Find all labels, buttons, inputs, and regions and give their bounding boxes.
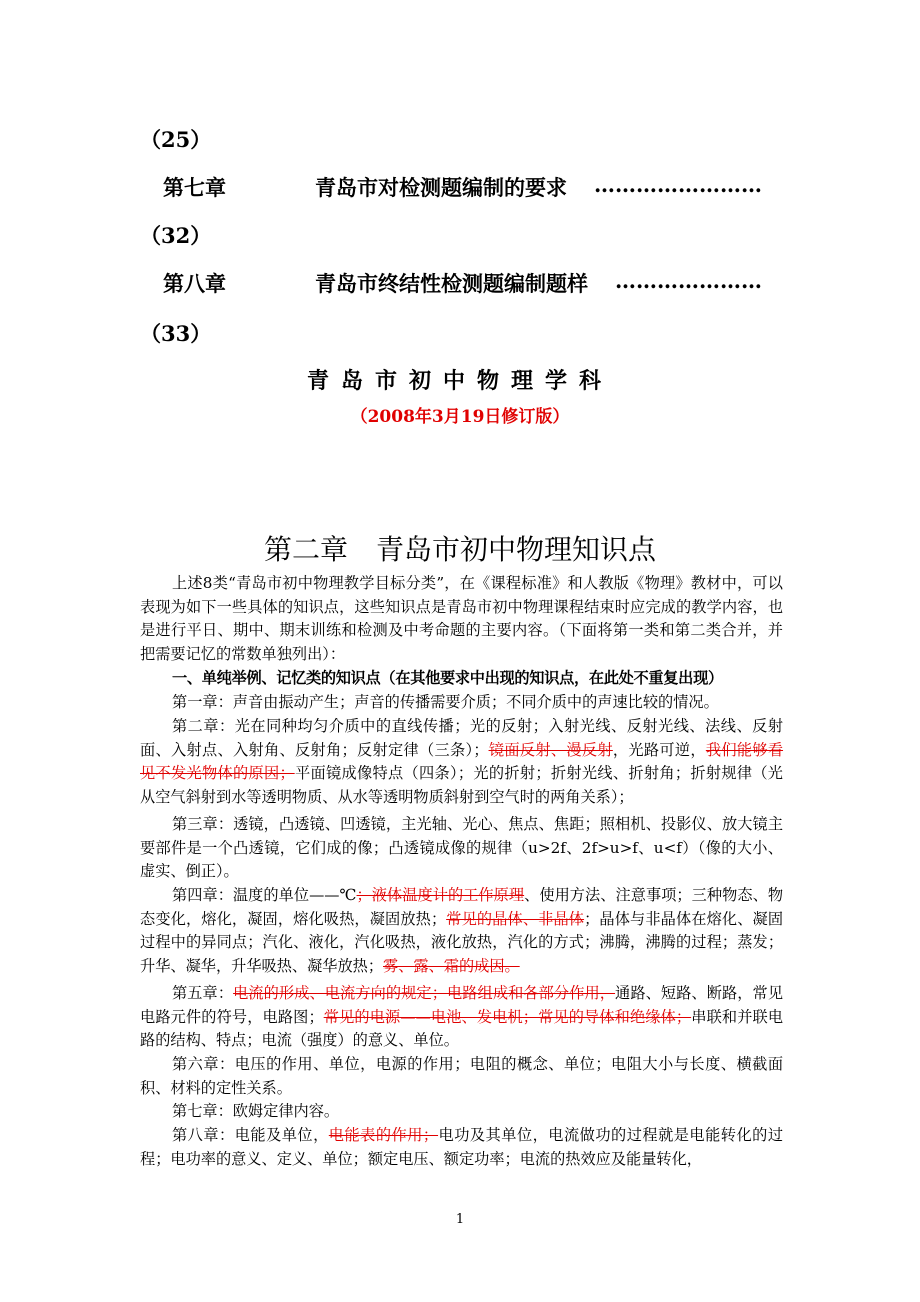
chapter-6-paragraph: 第六章：电压的作用、单位，电源的作用；电阻的概念、单位；电阻大小与长度、横截面积、材料的定性关系。 (140, 1055, 783, 1097)
page-number: 1 (455, 1212, 465, 1227)
intro-paragraph: 上述8类“青岛市初中物理教学目标分类”，在《课程标准》和人教版《物理》教材中，可以表现为如下一些具体的知识点，这些知识点是青岛市初中物理课程结束时应完成的教学内容，也是进行平日、期中、期末训练和检测及中考命题的主要内容。（下面将第一类和第二类合并，并把需要记忆的常数单独列出）： (140, 574, 783, 663)
toc-leader-dots: …………………… (594, 172, 762, 197)
subject-title: 青岛市初中物理学科 (306, 368, 613, 394)
chapter-3-paragraph: 第三章：透镜，凸透镜、凹透镜，主光轴、光心、焦点、焦距；照相机、投影仪、放大镜主要部件是一个凸透镜，它们成的像；凸透镜成像的规律（u>2f、2f>u>f、u<f）（像的大小、虚实、倒正）。 (140, 815, 783, 881)
deleted-text: 电流的形成、电流方向的规定；电路组成和各部分作用， (233, 984, 616, 1002)
deleted-text: 常见的电源——电池、发电机；常见的导体和绝缘体； (323, 1007, 692, 1026)
chapter-7-paragraph: 第七章：欧姆定律内容。 (172, 1102, 340, 1120)
deleted-text: ；液体温度计的工作原理 (356, 886, 525, 904)
toc-chapter-title: 青岛市对检测题编制的要求 (315, 175, 567, 200)
deleted-text: 雾、露、霜的成因。 (383, 956, 520, 975)
deleted-text: 常见的晶体、非晶体 (446, 909, 585, 928)
chapter-2-text: 第二章：光在同种均匀介质中的直线传播；光的反射；入射光线、反射光线、法线、反射面、入射点、入射角、反射角；反射定律（三条）； (140, 717, 783, 759)
chapter-heading: 第二章 青岛市初中物理知识点 (263, 533, 656, 566)
toc-chapter-label: 第八章 (163, 271, 226, 296)
chapter-2-paragraph (140, 715, 783, 809)
chapter-5-paragraph (140, 982, 783, 1053)
chapter-1-paragraph: 第一章：声音由振动产生；声音的传播需要介质；不同介质中的声速比较的情况。 (172, 693, 719, 711)
chapter-5-text: 第五章： (172, 984, 234, 1002)
chapter-4-text: 、使用方法、注意事项；三种物态、物态变化，熔化，凝固，熔化吸热，凝固放热； (140, 886, 784, 928)
revision-note: （2008年3月19日修订版） (350, 407, 570, 427)
chapter-8-text: 电功及其单位，电流做功的过程就是电能转化的过程；电功率的意义、定义、单位；额定电压、额定功率；电流的热效应及能量转化， (140, 1126, 784, 1168)
chapter-4-text: ；晶体与非晶体在熔化、凝固过程中的异同点；汽化、液化，汽化吸热，液化放热，汽化的方式；沸腾，沸腾的过程；蒸发；升华、凝华，升华吸热、凝华放热； (140, 909, 783, 975)
toc-page-ref: （25） (140, 127, 212, 152)
deleted-text: 电能表的作用； (328, 1126, 439, 1144)
chapter-2-text: ，光路可逆， (612, 740, 706, 759)
chapter-5-text: 串联和并联电路的结构、特点；电流（强度）的意义、单位。 (140, 1007, 784, 1050)
toc-chapter-label: 第七章 (163, 175, 226, 200)
deleted-text: 镜面反射、漫反射 (488, 740, 613, 759)
toc-page-ref: （32） (140, 223, 212, 248)
chapter-4-paragraph (140, 884, 783, 978)
chapter-5-text: 通路、短路、断路，常见电路元件的符号，电路图； (140, 984, 784, 1026)
toc-chapter-title: 青岛市终结性检测题编制题样 (315, 271, 588, 296)
deleted-text: 我们能够看见不发光物体的原因； (140, 740, 784, 783)
chapter-2-text: 平面镜成像特点（四条）；光的折射；折射光线、折射角；折射规律（光从空气斜射到水等透明物质、从水等透明物质斜射到空气时的两角关系）； (140, 764, 783, 806)
toc-page-ref: （33） (140, 321, 212, 346)
chapter-8-paragraph (140, 1124, 783, 1171)
chapter-4-text: 第四章：温度的单位——℃ (172, 886, 357, 904)
section-heading: 一、单纯举例、记忆类的知识点（在其他要求中出现的知识点，在此处不重复出现） (172, 669, 723, 687)
chapter-8-text: 第八章：电能及单位， (172, 1126, 329, 1144)
toc-leader-dots: ………………… (615, 268, 762, 293)
